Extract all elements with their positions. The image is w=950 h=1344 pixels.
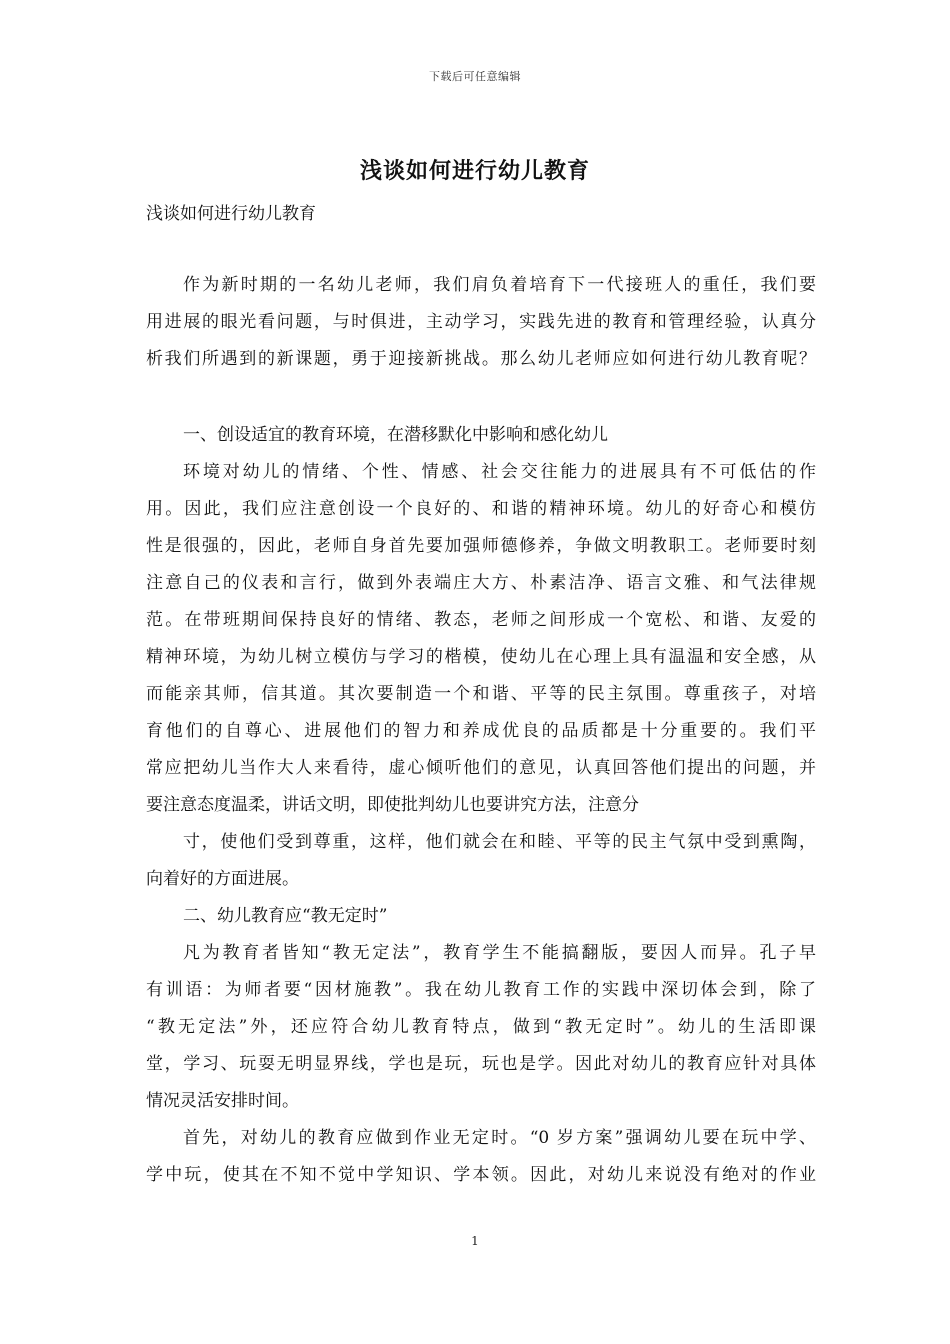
body-line: 向着好的方面进展。	[146, 869, 299, 889]
body-line: 作为新时期的一名幼儿老师，我们肩负着培育下一代接班人的重任，我们要	[183, 275, 816, 295]
body-line: 而能亲其师，信其道。其次要制造一个和谐、平等的民主氛围。尊重孩子，对培	[146, 684, 816, 704]
body-line: 注意自己的仪表和言行，做到外表端庄大方、朴素洁净、语言文雅、和气法律规	[146, 573, 816, 593]
body-line: “教无定法”外，还应符合幼儿教育特点，做到“教无定时”。幼儿的生活即课	[146, 1017, 816, 1037]
document-subtitle: 浅谈如何进行幼儿教育	[146, 204, 316, 224]
body-line: 有训语：为师者要“因材施教”。我在幼儿教育工作的实践中深切体会到，除了	[146, 980, 816, 1000]
body-line: 性是很强的，因此，老师自身首先要加强师德修养，争做文明教职工。老师要时刻	[146, 536, 816, 556]
body-line: 用进展的眼光看问题，与时俱进，主动学习，实践先进的教育和管理经验，认真分	[146, 312, 816, 332]
body-line: 堂，学习、玩耍无明显界线，学也是玩，玩也是学。因此对幼儿的教育应针对具体	[146, 1054, 816, 1074]
body-line: 析我们所遇到的新课题，勇于迎接新挑战。那么幼儿老师应如何进行幼儿教育呢？	[146, 349, 816, 369]
body-line: 常应把幼儿当作大人来看待，虚心倾听他们的意见，认真回答他们提出的问题，并	[146, 758, 816, 778]
body-line: 环境对幼儿的情绪、个性、情感、社会交往能力的进展具有不可低估的作	[183, 462, 816, 482]
body-line: 首先，对幼儿的教育应做到作业无定时。“0 岁方案”强调幼儿要在玩中学、	[183, 1128, 816, 1148]
section-heading: 二、幼儿教育应“教无定时”	[183, 906, 388, 926]
body-line: 情况灵活安排时间。	[146, 1091, 299, 1111]
page-number: 1	[471, 1234, 479, 1248]
body-line: 用。因此，我们应注意创设一个良好的、和谐的精神环境。幼儿的好奇心和模仿	[146, 499, 816, 519]
body-line: 寸，使他们受到尊重，这样，他们就会在和睦、平等的民主气氛中受到熏陶，	[183, 832, 816, 852]
body-line: 要注意态度温柔，讲话文明，即使批判幼儿也要讲究方法，注意分	[146, 795, 639, 815]
body-line: 凡为教育者皆知“教无定法”，教育学生不能搞翻版，要因人而异。孔子早	[183, 943, 816, 963]
section-heading: 一、创设适宜的教育环境，在潜移默化中影响和感化幼儿	[183, 425, 608, 445]
body-line: 育他们的自尊心、进展他们的智力和养成优良的品质都是十分重要的。我们平	[146, 721, 816, 741]
body-line: 学中玩，使其在不知不觉中学知识、学本领。因此，对幼儿来说没有绝对的作业	[146, 1165, 816, 1185]
body-line: 范。在带班期间保持良好的情绪、教态，老师之间形成一个宽松、和谐、友爱的	[146, 610, 816, 630]
header-note: 下载后可任意编辑	[429, 70, 521, 83]
document-title: 浅谈如何进行幼儿教育	[359, 158, 590, 184]
body-line: 精神环境，为幼儿树立模仿与学习的楷模，使幼儿在心理上具有温温和安全感，从	[146, 647, 816, 667]
